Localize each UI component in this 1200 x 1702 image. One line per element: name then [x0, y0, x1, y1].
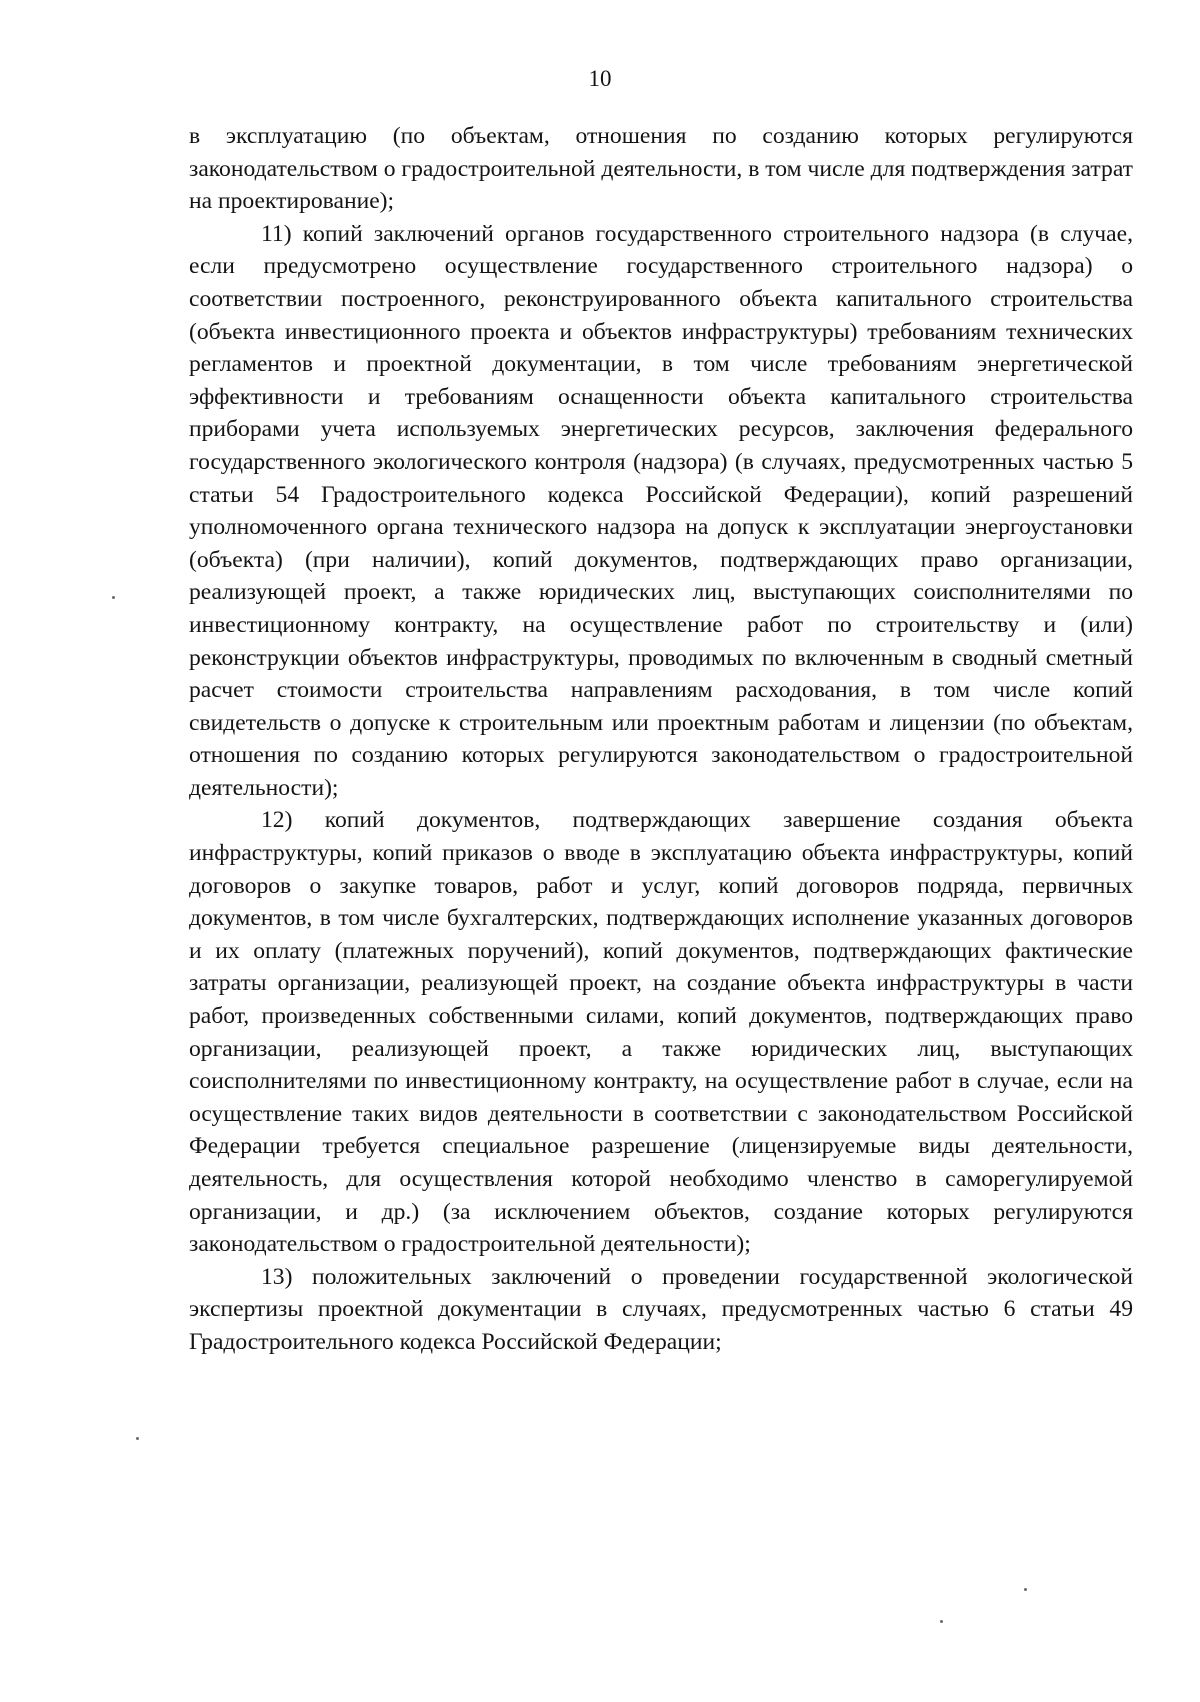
- scan-speck: [136, 1437, 139, 1440]
- paragraph-item-12: 12) копий документов, подтверждающих завершение создания объекта инфраструктуры, копий приказов о вводе в эксплуатацию объекта инфраструктуры, копий договоров о закупке товаров, работ и услуг, копий договоров подряда, первичных документов, в том числе бухгалтерских, подтверждающих исполнение указанных договоров и их оплату (платежных поручений), копий документов, подтверждающих фактические затраты организации, реализующей проект, на создание объекта инфраструктуры в части работ, произведенных собственными силами, копий документов, подтверждающих право организации, реализующей проект, а также юридических лиц, выступающих соисполнителями по инвестиционному контракту, на осуществление работ в случае, если на осуществление таких видов деятельности в соответствии с законодательством Российской Федерации требуется специальное разрешение (лицензируемые виды деятельности, деятельность, для осуществления которой необходимо членство в саморегулируемой организации, и др.) (за исключением объектов, создание которых регулируются законодательством о градостроительной деятельности);: [189, 807, 1133, 1258]
- scan-speck: [940, 1620, 943, 1623]
- scan-speck: [112, 596, 115, 599]
- document-body: [189, 120, 1133, 1359]
- paragraph-item-13: 13) положительных заключений о проведении государственной экологической экспертизы проектной документации в случаях, предусмотренных частью 6 статьи 49 Градостроительного кодекса Российской Федерации;: [189, 1263, 1133, 1355]
- paragraph-continuation: в эксплуатацию (по объектам, отношения по созданию которых регулируются законодательством о градостроительной деятельности, в том числе для подтверждения затрат на проектирование);: [189, 123, 1133, 215]
- page-number: 10: [588, 66, 612, 91]
- paragraph-item-11: 11) копий заключений органов государственного строительного надзора (в случае, если предусмотрено осуществление государственного строительного надзора) о соответствии построенного, реконструированного объекта капитального строительства (объекта инвестиционного проекта и объектов инфраструктуры) требованиям технических регламентов и проектной документации, в том числе требованиям энергетической эффективности и требованиям оснащенности объекта капитального строительства приборами учета используемых энергетических ресурсов, заключения федерального государственного экологического контроля (надзора) (в случаях, предусмотренных частью 5 статьи 54 Градостроительного кодекса Российской Федерации), копий разрешений уполномоченного органа технического надзора на допуск к эксплуатации энергоустановки (объекта) (при наличии), копий документов, подтверждающих право организации, реализующей проект, а также юридических лиц, выступающих соисполнителями по инвестиционному контракту, на осуществление работ по строительству и (или) реконструкции объектов инфраструктуры, проводимых по включенным в сводный сметный расчет стоимости строительства направлениям расходования, в том числе копий свидетельств о допуске к строительным или проектным работам и лицензии (по объектам, отношения по созданию которых регулируются законодательством о градостроительной деятельности);: [189, 220, 1133, 801]
- scan-speck: [1024, 1588, 1027, 1591]
